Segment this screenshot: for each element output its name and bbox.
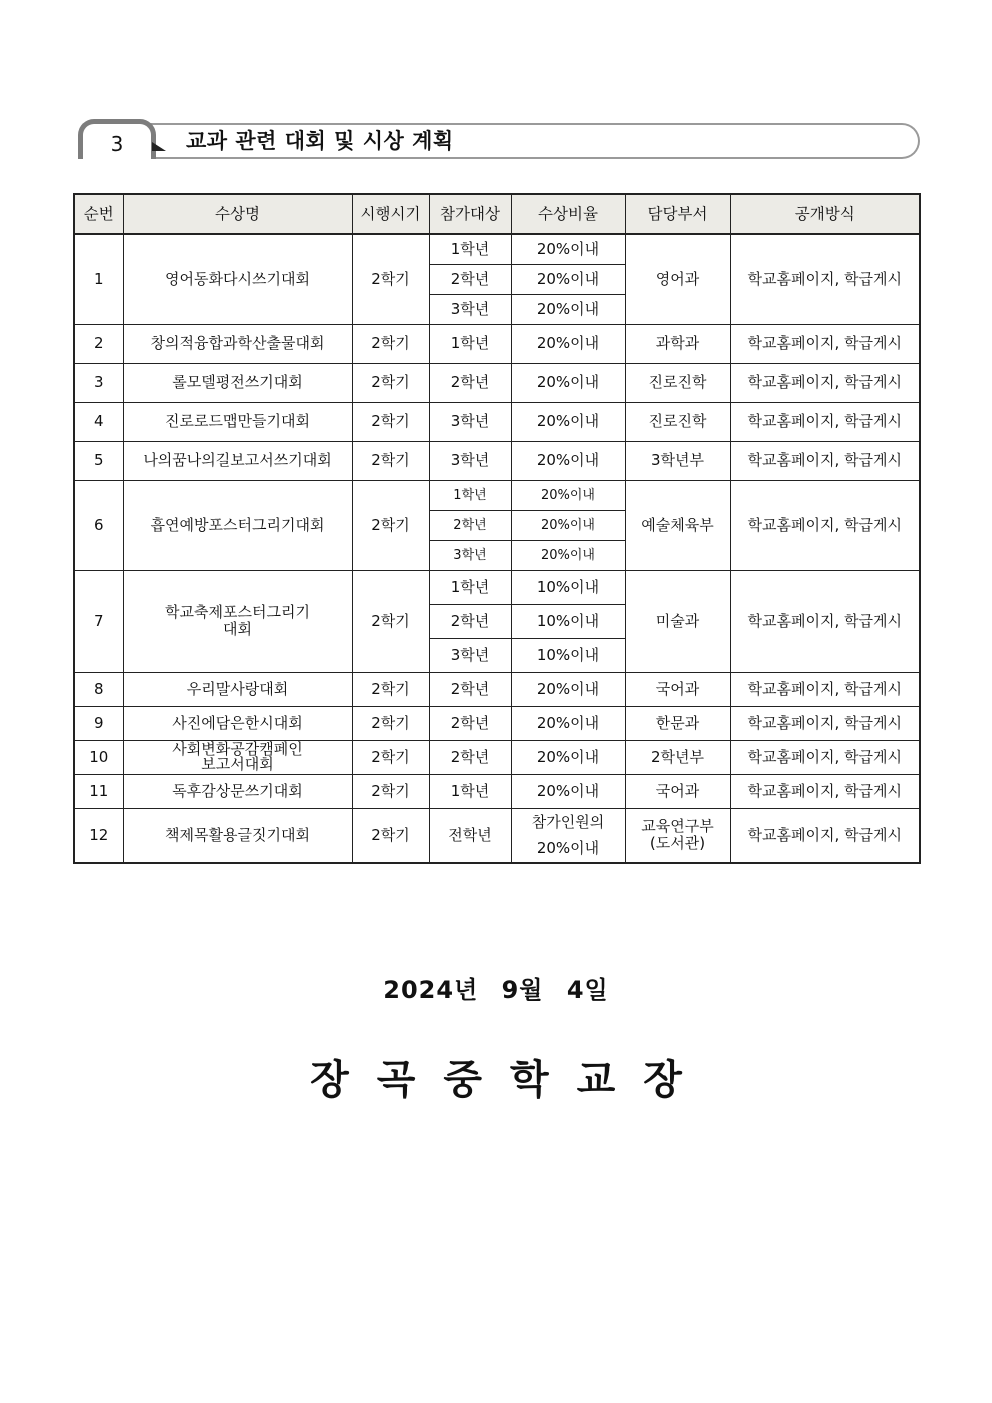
- award-name-line: 보고서대회: [201, 755, 274, 773]
- period: 2학기: [352, 363, 429, 402]
- award-name: 창의적융합과학산출물대회: [123, 324, 352, 363]
- disclosure-method: 학교홈페이지, 학급게시: [730, 441, 920, 480]
- target-grade: 1학년: [429, 234, 511, 264]
- department: 예술체육부: [625, 480, 730, 570]
- award-ratio: 20%이내: [511, 774, 625, 808]
- row-number: 7: [74, 570, 123, 672]
- table-row: [74, 363, 920, 402]
- award-name: 책제목활용글짓기대회: [123, 808, 352, 863]
- award-ratio: 20%이내: [511, 264, 625, 294]
- target-grade: 2학년: [429, 363, 511, 402]
- target-grade: 1학년: [429, 324, 511, 363]
- department: 한문과: [625, 706, 730, 740]
- award-ratio: 20%이내: [511, 672, 625, 706]
- department-line: (도서관): [649, 834, 706, 853]
- period: 2학기: [352, 234, 429, 324]
- row-number: 9: [74, 706, 123, 740]
- table-row: [74, 234, 920, 264]
- header-cell: 참가대상: [429, 194, 511, 234]
- award-ratio: 20%이내: [511, 234, 625, 264]
- section-number: 3: [78, 119, 156, 159]
- header-cell: 수상비율: [511, 194, 625, 234]
- target-grade: 2학년: [429, 740, 511, 774]
- award-ratio: 20%이내: [511, 363, 625, 402]
- award-name: 독후감상문쓰기대회: [123, 774, 352, 808]
- row-number: 1: [74, 234, 123, 324]
- target-grade: 3학년: [429, 638, 511, 672]
- period: 2학기: [352, 774, 429, 808]
- target-grade: 2학년: [429, 264, 511, 294]
- award-ratio: 20%이내: [511, 740, 625, 774]
- target-grade: 3학년: [429, 540, 511, 570]
- department: 국어과: [625, 672, 730, 706]
- disclosure-method: 학교홈페이지, 학급게시: [730, 234, 920, 324]
- section-header: [78, 119, 922, 167]
- section-title: 교과 관련 대회 및 시상 계획: [186, 129, 454, 153]
- award-ratio: 20%이내: [511, 441, 625, 480]
- department: 진로진학: [625, 402, 730, 441]
- award-name: 진로로드맵만들기대회: [123, 402, 352, 441]
- document-date: 2024년 9월 4일: [383, 976, 609, 1004]
- disclosure-method: 학교홈페이지, 학급게시: [730, 324, 920, 363]
- award-ratio-line: 20%이내: [536, 839, 600, 858]
- disclosure-method: 학교홈페이지, 학급게시: [730, 808, 920, 863]
- row-number: 8: [74, 672, 123, 706]
- award-name-line: 대회: [223, 620, 252, 638]
- disclosure-method: 학교홈페이지, 학급게시: [730, 774, 920, 808]
- disclosure-method: 학교홈페이지, 학급게시: [730, 672, 920, 706]
- award-ratio: 20%이내: [511, 510, 625, 540]
- target-grade: 1학년: [429, 774, 511, 808]
- target-grade: 2학년: [429, 672, 511, 706]
- row-number: 11: [74, 774, 123, 808]
- disclosure-method: 학교홈페이지, 학급게시: [730, 363, 920, 402]
- arrow-icon: [152, 142, 166, 151]
- award-name-line: 학교축제포스터그리기: [165, 603, 310, 621]
- table-row: [74, 570, 920, 604]
- row-number: 10: [74, 740, 123, 774]
- award-ratio: 10%이내: [511, 638, 625, 672]
- award-name: 나의꿈나의길보고서쓰기대회: [123, 441, 352, 480]
- period: 2학기: [352, 324, 429, 363]
- department: [625, 808, 730, 863]
- table-row: [74, 774, 920, 808]
- row-number: 5: [74, 441, 123, 480]
- award-ratio: [511, 808, 625, 863]
- awards-table: [73, 193, 921, 864]
- award-ratio: 20%이내: [511, 324, 625, 363]
- target-grade: 전학년: [429, 808, 511, 863]
- table-row: [74, 324, 920, 363]
- award-ratio: 20%이내: [511, 480, 625, 510]
- period: 2학기: [352, 570, 429, 672]
- target-grade: 1학년: [429, 480, 511, 510]
- department: 과학과: [625, 324, 730, 363]
- row-number: 3: [74, 363, 123, 402]
- department: 2학년부: [625, 740, 730, 774]
- period: 2학기: [352, 706, 429, 740]
- award-ratio: 10%이내: [511, 604, 625, 638]
- disclosure-method: 학교홈페이지, 학급게시: [730, 740, 920, 774]
- award-name: 롤모델평전쓰기대회: [123, 363, 352, 402]
- award-ratio: 10%이내: [511, 570, 625, 604]
- disclosure-method: 학교홈페이지, 학급게시: [730, 402, 920, 441]
- row-number: 4: [74, 402, 123, 441]
- table-header-row: [74, 194, 920, 234]
- period: 2학기: [352, 402, 429, 441]
- award-name: 우리말사랑대회: [123, 672, 352, 706]
- award-ratio: 20%이내: [511, 706, 625, 740]
- table-row: [74, 706, 920, 740]
- department: 3학년부: [625, 441, 730, 480]
- department: 국어과: [625, 774, 730, 808]
- header-cell: 순번: [74, 194, 123, 234]
- department: 영어과: [625, 234, 730, 324]
- table-row: [74, 672, 920, 706]
- target-grade: 3학년: [429, 441, 511, 480]
- principal-signature: 장곡중학교장: [310, 1057, 710, 1103]
- award-ratio: 20%이내: [511, 540, 625, 570]
- department-line: 교육연구부: [641, 817, 714, 836]
- award-name: [123, 740, 352, 774]
- header-cell: 담당부서: [625, 194, 730, 234]
- target-grade: 1학년: [429, 570, 511, 604]
- target-grade: 2학년: [429, 706, 511, 740]
- period: 2학기: [352, 672, 429, 706]
- table-row: [74, 740, 920, 774]
- award-ratio: 20%이내: [511, 402, 625, 441]
- award-name: 사진에담은한시대회: [123, 706, 352, 740]
- row-number: 2: [74, 324, 123, 363]
- row-number: 12: [74, 808, 123, 863]
- header-cell: 시행시기: [352, 194, 429, 234]
- department: 미술과: [625, 570, 730, 672]
- period: 2학기: [352, 441, 429, 480]
- disclosure-method: 학교홈페이지, 학급게시: [730, 570, 920, 672]
- department: 진로진학: [625, 363, 730, 402]
- period: 2학기: [352, 740, 429, 774]
- table-row: [74, 402, 920, 441]
- table-row: [74, 441, 920, 480]
- disclosure-method: 학교홈페이지, 학급게시: [730, 480, 920, 570]
- row-number: 6: [74, 480, 123, 570]
- award-name: 흡연예방포스터그리기대회: [123, 480, 352, 570]
- target-grade: 3학년: [429, 402, 511, 441]
- award-name-line: 사회변화공감캠페인: [172, 740, 303, 758]
- disclosure-method: 학교홈페이지, 학급게시: [730, 706, 920, 740]
- period: 2학기: [352, 480, 429, 570]
- award-ratio: 20%이내: [511, 294, 625, 324]
- target-grade: 2학년: [429, 604, 511, 638]
- award-name: [123, 570, 352, 672]
- period: 2학기: [352, 808, 429, 863]
- target-grade: 2학년: [429, 510, 511, 540]
- table-row: [74, 480, 920, 510]
- target-grade: 3학년: [429, 294, 511, 324]
- award-name: 영어동화다시쓰기대회: [123, 234, 352, 324]
- header-cell: 수상명: [123, 194, 352, 234]
- header-cell: 공개방식: [730, 194, 920, 234]
- award-ratio-line: 참가인원의: [531, 813, 605, 832]
- table-row: [74, 808, 920, 863]
